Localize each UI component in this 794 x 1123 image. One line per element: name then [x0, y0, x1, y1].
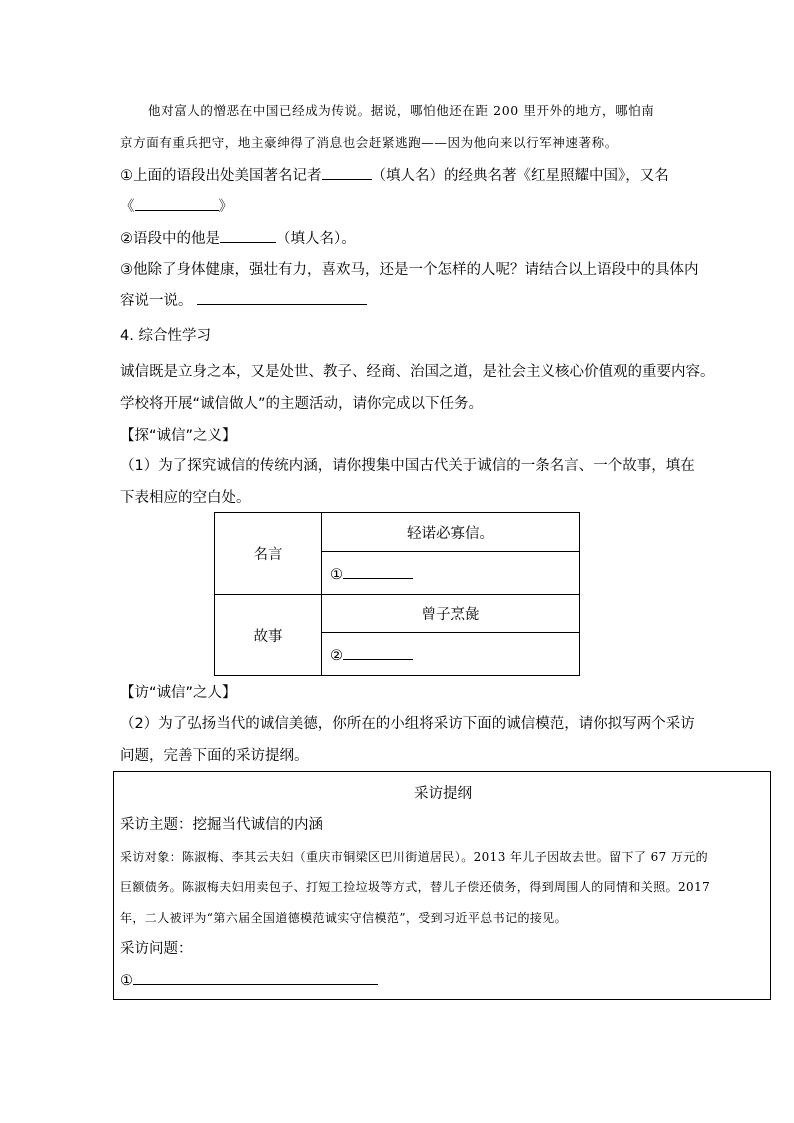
passage-line-2: 京方面有重兵把守，地主豪绅得了消息也会赶紧逃跑——因为他向来以行军神速著称。: [120, 135, 618, 150]
table-story-value: 曾子烹彘: [322, 595, 580, 633]
outline-subject-line-3: 年，二人被评为“第六届全国道德模范诚实守信模范”，受到习近平总书记的接见。: [120, 911, 568, 925]
table-quote-value: 轻诺必寡信。: [322, 513, 580, 552]
task-2-line-2: 问题，完善下面的采访提纲。: [120, 748, 309, 764]
q3-item-1-cont: 《 》: [120, 196, 233, 217]
answer-blank-author[interactable]: [322, 165, 372, 180]
outline-questions-label: 采访问题：: [120, 941, 193, 957]
q3-item-3-cont: 容说一说。: [120, 290, 367, 311]
table-label-quote: 名言: [215, 513, 322, 595]
answer-blank-question-1[interactable]: [133, 970, 378, 985]
q4-intro-2: 学校将开展“诚信做人”的主题活动，请你完成以下任务。: [120, 396, 484, 412]
outline-question-1: ①: [120, 970, 378, 991]
answer-blank-story[interactable]: [343, 645, 413, 660]
table-label-story: 故事: [215, 595, 322, 676]
q3-item-3: ③他除了身体健康，强壮有力，喜欢马，还是一个怎样的人呢？请结合以上语段中的具体内: [120, 262, 699, 278]
answer-blank-alt-title[interactable]: [135, 196, 219, 211]
q3-item-2: ②语段中的他是 （填人名）。: [120, 228, 356, 249]
q3-item-1: ①上面的语段出处美国著名记者 （填人名）的经典名著《红星照耀中国》，又名: [120, 165, 669, 186]
task-1-line-2: 下表相应的空白处。: [120, 490, 251, 506]
table-quote-blank-cell[interactable]: ①: [322, 552, 580, 595]
outline-subject-line-1: 采访对象：陈淑梅、李其云夫妇（重庆市铜梁区巴川街道居民）。2013 年儿子因故去世。留下了 67 万元的: [120, 850, 709, 864]
table-story-blank-cell[interactable]: ②: [322, 633, 580, 676]
section-heading-people: 【访“诚信”之人】: [120, 685, 237, 701]
integrity-table: [214, 512, 580, 676]
answer-blank-description[interactable]: [197, 290, 367, 305]
passage-line-1: 他对富人的憎恶在中国已经成为传说。据说，哪怕他还在距 200 里开外的地方，哪怕南: [148, 103, 655, 118]
answer-blank-quote[interactable]: [343, 564, 413, 579]
task-2-line-1: （2）为了弘扬当代的诚信美德，你所在的小组将采访下面的诚信模范，请你拟写两个采访: [120, 716, 695, 732]
q4-intro-1: 诚信既是立身之本，又是处世、教子、经商、治国之道，是社会主义核心价值观的重要内容。: [120, 364, 715, 380]
outline-topic: 采访主题：挖掘当代诚信的内涵: [120, 817, 323, 833]
outline-title: 采访提纲: [414, 786, 472, 802]
q4-title: 4. 综合性学习: [120, 328, 211, 344]
answer-blank-person[interactable]: [220, 228, 276, 243]
section-heading-meaning: 【探“诚信”之义】: [120, 428, 237, 444]
task-1-line-1: （1）为了探究诚信的传统内涵，请你搜集中国古代关于诚信的一条名言、一个故事，填在: [120, 458, 695, 474]
outline-subject-line-2: 巨额债务。陈淑梅夫妇用卖包子、打短工捡垃圾等方式，替儿子偿还债务，得到周围人的同情和关照。2017: [120, 880, 711, 894]
